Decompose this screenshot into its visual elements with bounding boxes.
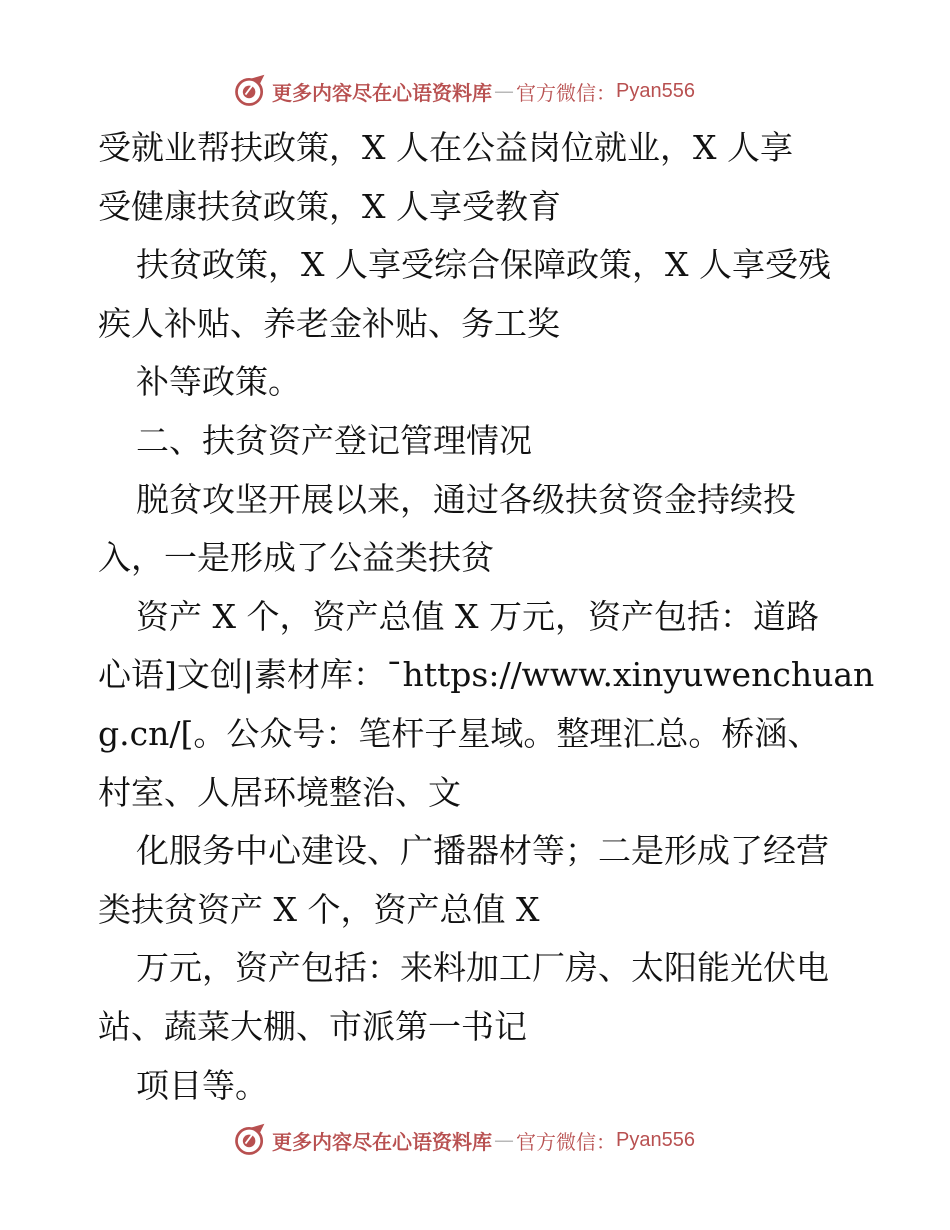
text-line: g.cn/[。公众号：笔杆子星域。整理汇总。桥涵、 bbox=[98, 713, 821, 753]
text-line: 扶贫政策，X 人享受综合保障政策，X 人享受残 bbox=[136, 245, 831, 285]
text-line: 受健康扶贫政策，X 人享受教育 bbox=[98, 186, 561, 226]
banner-contact-label: 官方微信： bbox=[516, 80, 616, 105]
text-line: 资产 X 个，资产总值 X 万元，资产包括：道路 bbox=[136, 596, 819, 636]
banner-contact-label: 官方微信： bbox=[516, 1129, 616, 1154]
text-line: 万元，资产包括：来料加工厂房、太阳能光伏电 bbox=[136, 948, 829, 988]
text-line: 站、蔬菜大棚、市派第一书记 bbox=[98, 1006, 527, 1046]
banner-separator: — bbox=[494, 79, 514, 103]
quill-seal-icon bbox=[232, 73, 268, 109]
banner-separator: — bbox=[494, 1128, 514, 1152]
text-line: 村室、人居环境整治、文 bbox=[98, 772, 461, 812]
banner-contact-id: Pyan556 bbox=[616, 1128, 695, 1151]
text-line: 脱贫攻坚开展以来，通过各级扶贫资金持续投 bbox=[136, 479, 796, 519]
footer-banner bbox=[232, 1120, 695, 1160]
text-line: 类扶贫资产 X 个，资产总值 X bbox=[98, 889, 540, 929]
text-line: 入，一是形成了公益类扶贫 bbox=[98, 538, 494, 578]
text-line: 补等政策。 bbox=[136, 362, 301, 402]
text-line: 受就业帮扶政策，X 人在公益岗位就业，X 人享 bbox=[98, 128, 793, 167]
section-heading: 二、扶贫资产登记管理情况 bbox=[136, 420, 532, 460]
header-banner bbox=[232, 71, 695, 111]
text-line: 心语]文创|素材库：¯https://www.xinyuwenchuan bbox=[98, 655, 875, 695]
banner-brand: 更多内容尽在心语资料库 bbox=[272, 1129, 492, 1154]
text-line: 项目等。 bbox=[136, 1065, 268, 1105]
quill-seal-icon bbox=[232, 1122, 268, 1158]
banner-contact-id: Pyan556 bbox=[616, 79, 695, 102]
banner-brand: 更多内容尽在心语资料库 bbox=[272, 80, 492, 105]
body-text bbox=[98, 119, 875, 1115]
text-line: 疾人补贴、养老金补贴、务工奖 bbox=[98, 303, 560, 343]
text-line: 化服务中心建设、广播器材等；二是形成了经营 bbox=[136, 831, 829, 871]
